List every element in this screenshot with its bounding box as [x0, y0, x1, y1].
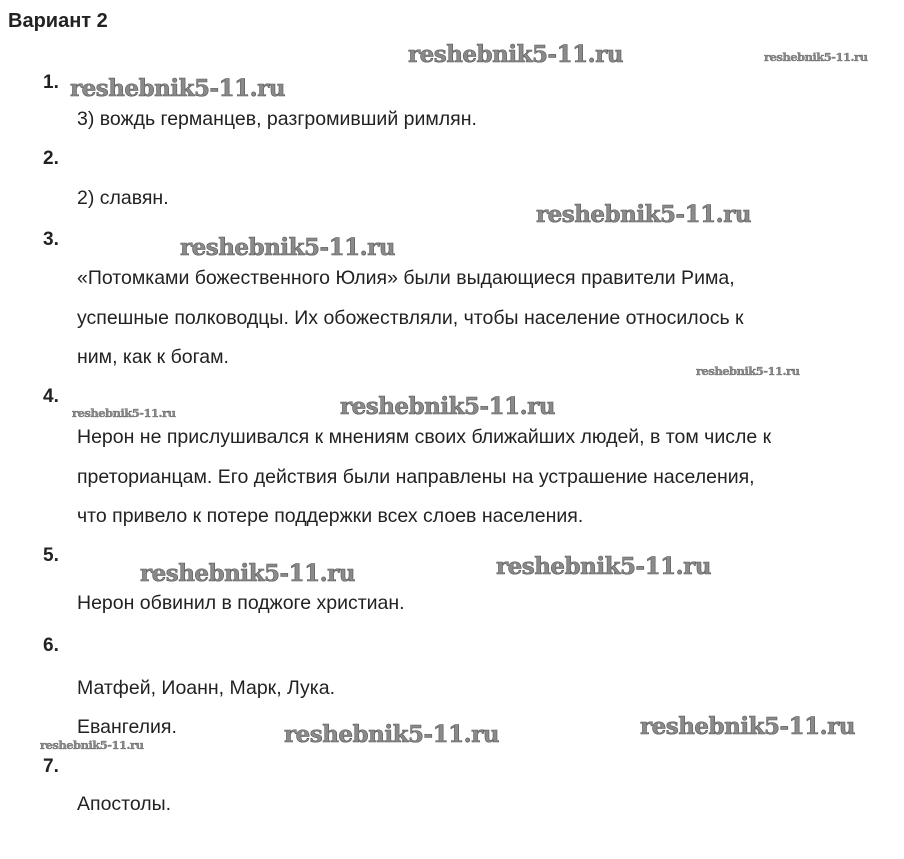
watermark: reshebnik5-11.ru — [764, 50, 868, 64]
answer-line: Нерон обвинил в поджоге христиан. — [77, 592, 405, 614]
answer-line: Нерон не прислушивался к мнениям своих ближайших людей, в том числе к — [77, 426, 772, 448]
answer-line: 3) вождь германцев, разгромивший римлян. — [77, 108, 477, 130]
answer-line: ним, как к богам. — [77, 346, 229, 368]
answer-line: преторианцам. Его действия были направлены на устрашение населения, — [77, 466, 755, 488]
watermark: reshebnik5-11.ru — [72, 406, 176, 420]
answer-line: успешные полководцы. Их обожествляли, чтобы население относилось к — [77, 307, 744, 329]
answer-line: что привело к потере поддержки всех слоев населения. — [77, 505, 584, 527]
page-title: Вариант 2 — [8, 10, 108, 32]
question-number: 5. — [43, 545, 59, 566]
question-number: 1. — [43, 72, 59, 93]
answer-line: Евангелия. — [77, 716, 177, 738]
question-number: 6. — [43, 635, 59, 656]
question-number: 4. — [43, 386, 59, 407]
watermark: reshebnik5-11.ru — [696, 364, 800, 378]
answer-line: Апостолы. — [77, 793, 172, 815]
answer-line: Матфей, Иоанн, Марк, Лука. — [77, 677, 336, 699]
watermark: reshebnik5-11.ru — [640, 713, 855, 740]
watermark: reshebnik5-11.ru — [496, 553, 711, 580]
watermark: reshebnik5-11.ru — [40, 738, 144, 752]
watermark: reshebnik5-11.ru — [140, 560, 355, 587]
watermark: reshebnik5-11.ru — [70, 75, 285, 102]
watermark: reshebnik5-11.ru — [536, 201, 751, 228]
watermark: reshebnik5-11.ru — [180, 234, 395, 261]
watermark: reshebnik5-11.ru — [284, 721, 499, 748]
answer-line: «Потомками божественного Юлия» были выдающиеся правители Рима, — [77, 267, 735, 289]
watermark: reshebnik5-11.ru — [340, 393, 555, 420]
answer-line: 2) славян. — [77, 187, 169, 209]
question-number: 7. — [43, 756, 59, 777]
question-number: 2. — [43, 148, 59, 169]
question-number: 3. — [43, 229, 59, 250]
watermark: reshebnik5-11.ru — [408, 41, 623, 68]
